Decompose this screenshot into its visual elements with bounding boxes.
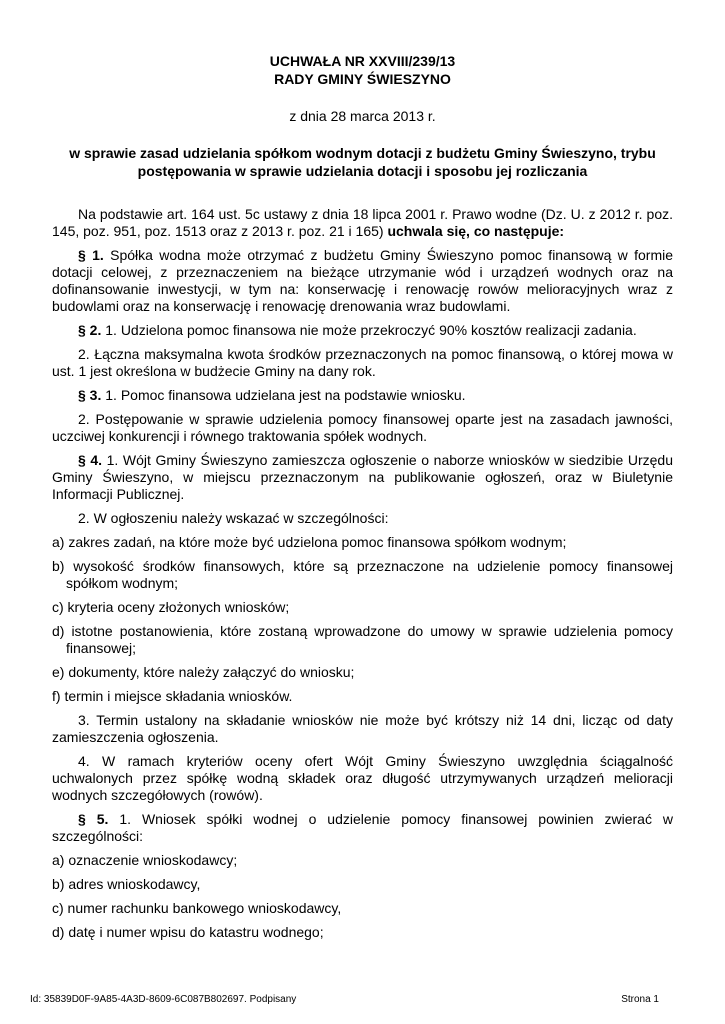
section-4-paragraph-4: 4. W ramach kryteriów oceny ofert Wójt Gminy Świeszyno uwzględnia ściągalność uchwalonych przez spółkę wodną składek oraz długość utrzymywanych urządzeń melioracji wodnych szczegółowych (rowów). — [52, 753, 673, 803]
preamble-text: Na podstawie art. 164 ust. 5c ustawy z dnia 18 lipca 2001 r. Prawo wodne (Dz. U. z 2012 r. poz. 145, poz. 951, poz. 1513 oraz z 2013 r. poz. 21 i 165) — [52, 206, 673, 239]
list-item: e) dokumenty, które należy załączyć do wniosku; — [52, 664, 355, 680]
section-1-label: § 1. — [78, 247, 104, 263]
section-3-paragraph-1 — [52, 387, 673, 404]
page-number-footer: Strona 1 — [621, 994, 659, 1005]
list-item: c) kryteria oceny złożonych wniosków; — [52, 599, 290, 615]
section-2-paragraph-1 — [52, 322, 673, 339]
section-2-p1-text: 1. Udzielona pomoc finansowa nie może przekroczyć 90% kosztów realizacji zadania. — [101, 322, 637, 338]
section-3-p1-text: 1. Pomoc finansowa udzielana jest na podstawie wniosku. — [101, 387, 466, 403]
section-2-label: § 2. — [78, 322, 102, 338]
subject-line-1: w sprawie zasad udzielania spółkom wodnym dotacji z budżetu Gminy Świeszyno, trybu — [69, 145, 656, 161]
resolution-number: UCHWAŁA NR XXVIII/239/13 — [269, 53, 456, 69]
section-1-text: Spółka wodna może otrzymać z budżetu Gminy Świeszyno pomoc finansową w formie dotacji celowej, z przeznaczeniem na bieżące utrzymanie wód i urządzeń wodnych oraz na dofinansowanie inwestycji, w tym na: konserwację i renowację rowów melioracyjnych wraz z budowlami oraz na konserwację i renowację drenowania wraz budowlami. — [52, 247, 674, 314]
section-5-label: § 5. — [78, 811, 109, 827]
preamble-bold: uchwala się, co następuje: — [387, 223, 565, 239]
section-2-paragraph-2: 2. Łączna maksymalna kwota środków przeznaczonych na pomoc finansową, o której mowa w ust. 1 jest określona w budżecie Gminy na dany rok. — [52, 346, 673, 379]
subject-line-2: postępowania w sprawie udzielania dotacji i sposobu jej rozliczania — [137, 163, 588, 179]
list-item: d) istotne postanowienia, które zostaną wprowadzone do umowy w sprawie udzielenia pomocy finansowej; — [52, 623, 673, 656]
list-item: b) adres wnioskodawcy, — [52, 876, 201, 892]
section-3-paragraph-2: 2. Postępowanie w sprawie udzielenia pomocy finansowej oparte jest na zasadach jawności, uczciwej konkurencji i równego traktowania spółek wodnych. — [52, 411, 673, 444]
section-4-paragraph-2: 2. W ogłoszeniu należy wskazać w szczególności: — [78, 510, 389, 526]
document-content — [52, 52, 673, 941]
section-3-label: § 3. — [78, 387, 102, 403]
list-item: a) oznaczenie wnioskodawcy; — [52, 852, 238, 868]
section-4-paragraph-1 — [52, 452, 673, 503]
document-id-footer: Id: 35839D0F-9A85-4A3D-8609-6C087B802697. Podpisany — [30, 994, 297, 1005]
resolution-subject — [52, 144, 673, 180]
list-item: d) datę i numer wpisu do katastru wodnego; — [52, 924, 324, 940]
list-item: c) numer rachunku bankowego wnioskodawcy, — [52, 900, 342, 916]
section-5-paragraph-1 — [52, 811, 673, 845]
resolution-date: z dnia 28 marca 2013 r. — [289, 108, 436, 124]
section-4-label: § 4. — [78, 452, 103, 468]
list-item: b) wysokość środków finansowych, które są przeznaczone na udzielenie pomocy finansowej spółkom wodnym; — [52, 558, 673, 591]
section-1 — [52, 247, 673, 315]
preamble — [52, 206, 673, 240]
section-4-paragraph-3: 3. Termin ustalony na składanie wniosków nie może być krótszy niż 14 dni, licząc od daty zamieszczenia ogłoszenia. — [52, 712, 673, 745]
council-name: RADY GMINY ŚWIESZYNO — [274, 71, 451, 87]
list-item: f) termin i miejsce składania wniosków. — [52, 688, 293, 704]
list-item: a) zakres zadań, na które może być udzielona pomoc finansowa spółkom wodnym; — [52, 534, 567, 550]
section-4-p1-text: 1. Wójt Gminy Świeszyno zamieszcza ogłoszenie o naborze wniosków w siedzibie Urzędu Gminy Świeszyno, w miejscu przeznaczonym na publikowanie ogłoszeń, oraz w Biuletynie Informacji Publicznej. — [52, 452, 673, 502]
section-5-p1-text: 1. Wniosek spółki wodnej o udzielenie pomocy finansowej powinien zwierać w szczególności: — [52, 811, 674, 844]
